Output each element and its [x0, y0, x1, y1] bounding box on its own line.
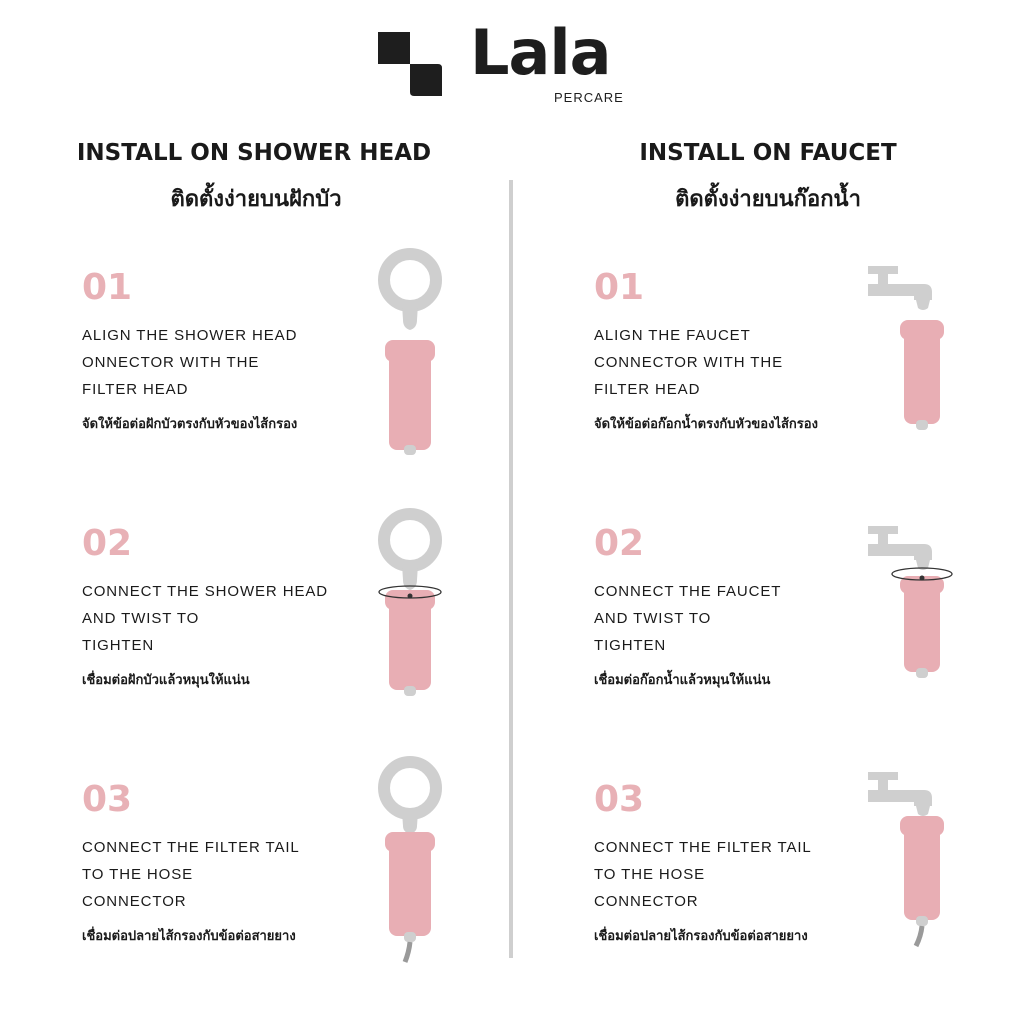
left-subtitle: ติดตั้งง่ายบนฝักบัว	[170, 187, 342, 212]
step-number: 01	[82, 267, 133, 308]
filter-cartridge-icon	[385, 832, 435, 942]
faucet-step-1-illustration	[866, 260, 976, 480]
left-title: INSTALL ON SHOWER HEAD	[76, 140, 432, 166]
filter-cartridge-icon	[385, 340, 435, 455]
step-text-line: CONNECTOR WITH THE	[594, 354, 783, 371]
step-thai-text: เชื่อมต่อฝักบัวแล้วหมุนให้แน่น	[82, 673, 250, 688]
left-step-3	[82, 779, 382, 946]
step-thai-text: เชื่อมต่อปลายไส้กรองกับข้อต่อสายยาง	[594, 929, 808, 944]
step-text-line: CONNECT THE FILTER TAIL	[594, 839, 812, 856]
step-number: 03	[594, 779, 645, 820]
logo-wordmark: Lala	[470, 16, 611, 89]
step-text-line: CONNECTOR	[82, 893, 187, 910]
step-number: 02	[594, 523, 645, 564]
right-step-2	[594, 523, 894, 690]
right-title: INSTALL ON FAUCET	[639, 140, 897, 166]
right-subtitle: ติดตั้งง่ายบนก๊อกน้ำ	[675, 187, 861, 212]
faucet-step-3-illustration	[866, 766, 976, 986]
column-divider	[509, 180, 513, 958]
filter-cartridge-icon	[900, 816, 944, 926]
step-number: 02	[82, 523, 133, 564]
step-text-line: CONNECT THE FILTER TAIL	[82, 839, 300, 856]
right-step-1	[594, 267, 894, 434]
step-text-line: ONNECTOR WITH THE	[82, 354, 260, 371]
step-text-line: TIGHTEN	[594, 637, 667, 654]
faucet-icon	[868, 526, 932, 570]
left-step-1	[82, 267, 382, 434]
step-thai-text: จัดให้ข้อต่อก๊อกน้ำตรงกับหัวของไส้กรอง	[594, 417, 818, 432]
left-step-2	[82, 523, 382, 690]
step-number: 03	[82, 779, 133, 820]
step-text-line: TO THE HOSE	[82, 866, 194, 883]
logo-mark-icon	[378, 32, 442, 96]
step-thai-text: เชื่อมต่อก๊อกน้ำแล้วหมุนให้แน่น	[594, 673, 771, 688]
step-text-line: ALIGN THE FAUCET	[594, 327, 751, 344]
faucet-step-2-illustration	[866, 520, 976, 740]
step-text-line: AND TWIST TO	[594, 610, 712, 627]
shower-head-icon	[384, 762, 436, 834]
shower-head-icon	[384, 514, 436, 590]
shower-step-3-illustration	[355, 752, 465, 972]
filter-cartridge-icon	[900, 576, 944, 678]
faucet-icon	[868, 266, 932, 310]
step-text-line: AND TWIST TO	[82, 610, 200, 627]
step-text-line: FILTER HEAD	[82, 381, 189, 398]
shower-step-1-illustration	[355, 240, 465, 460]
shower-step-2-illustration	[355, 508, 465, 728]
filter-cartridge-icon	[900, 320, 944, 430]
faucet-icon	[868, 772, 932, 816]
step-text-line: CONNECT THE FAUCET	[594, 583, 782, 600]
right-step-3	[594, 779, 894, 946]
step-thai-text: เชื่อมต่อปลายไส้กรองกับข้อต่อสายยาง	[82, 929, 296, 944]
hose-icon	[405, 942, 410, 962]
shower-head-icon	[384, 254, 436, 330]
brand-logo	[378, 16, 648, 108]
step-text-line: TO THE HOSE	[594, 866, 706, 883]
step-text-line: CONNECT THE SHOWER HEAD	[82, 583, 329, 600]
logo-subtitle: PERCARE	[554, 90, 624, 105]
step-thai-text: จัดให้ข้อต่อฝักบัวตรงกับหัวของไส้กรอง	[82, 417, 298, 432]
step-text-line: CONNECTOR	[594, 893, 699, 910]
step-text-line: ALIGN THE SHOWER HEAD	[82, 327, 298, 344]
step-text-line: FILTER HEAD	[594, 381, 701, 398]
filter-cartridge-icon	[385, 590, 435, 696]
step-number: 01	[594, 267, 645, 308]
hose-icon	[916, 926, 922, 946]
step-text-line: TIGHTEN	[82, 637, 155, 654]
